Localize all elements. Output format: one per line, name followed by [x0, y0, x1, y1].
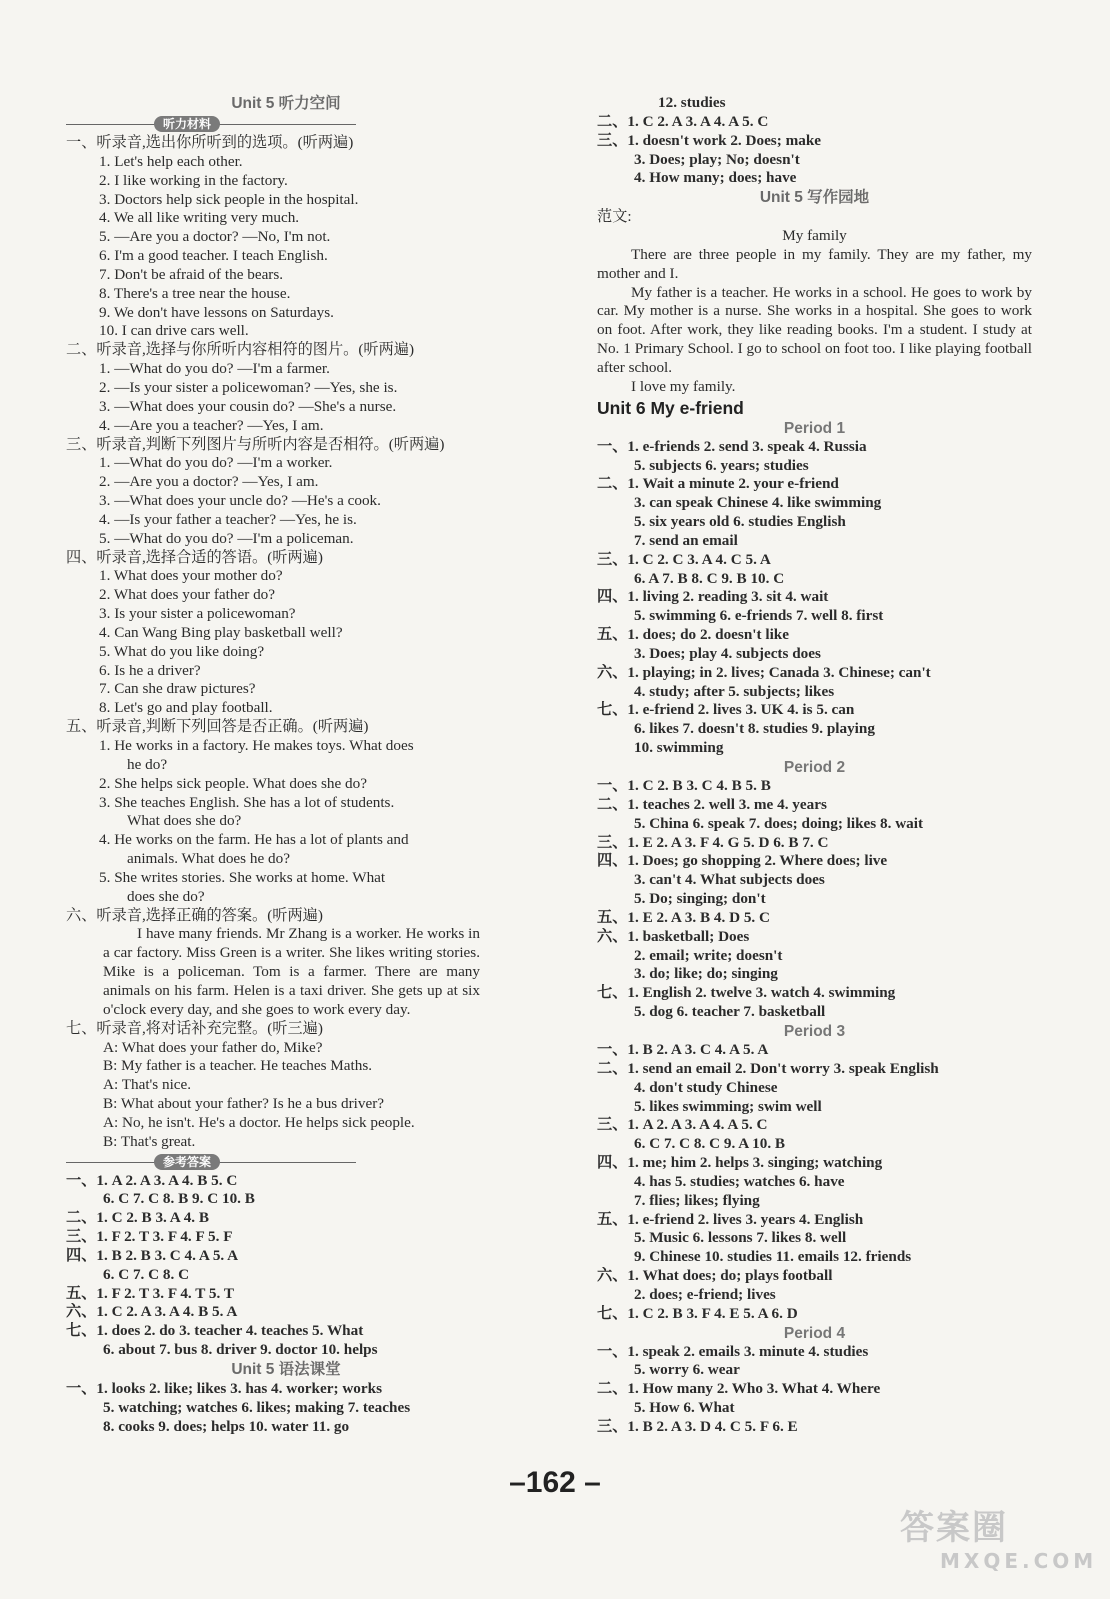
text-line: 二、1. C 2. B 3. A 4. B — [66, 1209, 210, 1227]
text-line: 5. dog 6. teacher 7. basketball — [634, 1003, 826, 1021]
unit6-title: Unit 6 My e-friend — [597, 397, 744, 418]
text-line: 5. She writes stories. She works at home. What — [99, 868, 386, 886]
text-line: 5. —What do you do? —I'm a policeman. — [99, 529, 354, 547]
top-lines-list — [597, 94, 1032, 188]
text-line: 三、1. A 2. A 3. A 4. A 5. C — [597, 1116, 768, 1134]
period-title: Period 3 — [783, 1022, 846, 1040]
text-line: 五、1. e-friend 2. lives 3. years 4. English — [597, 1210, 864, 1228]
text-line: 3. do; like; do; singing — [634, 965, 778, 983]
material-label-bar — [66, 115, 506, 133]
text-line: 2. does; e-friend; lives — [634, 1285, 776, 1303]
text-line: 9. Chinese 10. studies 11. emails 12. friends — [634, 1248, 912, 1266]
text-line: 5. —Are you a doctor? —No, I'm not. — [99, 228, 331, 246]
s2-list — [66, 360, 506, 435]
text-line: 六、1. C 2. A 3. A 4. B 5. A — [66, 1303, 238, 1321]
text-line: B: My father is a teacher. He teaches Maths. — [103, 1057, 373, 1075]
text-line: 二、1. teaches 2. well 3. me 4. years — [597, 795, 827, 813]
text-line: A: That's nice. — [103, 1076, 192, 1094]
essay-paragraph: I love my family. — [631, 377, 736, 395]
s1-list — [66, 153, 506, 341]
text-line: 三、1. B 2. A 3. D 4. C 5. F 6. E — [597, 1418, 798, 1435]
text-line: What does she do? — [127, 812, 242, 830]
question-heading: 二、听录音,选择与你所听内容相符的图片。(听两遍) — [66, 341, 415, 359]
watermark-logo — [900, 1500, 1100, 1595]
text-line: 5. How 6. What — [634, 1399, 735, 1417]
essay-title: My family — [782, 227, 847, 245]
essay-paragraph: There are three people in my family. They are my father, my mother and I. — [597, 245, 1032, 282]
text-line: B: That's great. — [103, 1132, 196, 1150]
text-line: 3. She teaches English. She has a lot of students. — [99, 793, 395, 811]
text-line: 4. don't study Chinese — [634, 1078, 778, 1096]
text-line: 1. —What do you do? —I'm a worker. — [99, 454, 333, 472]
text-line: 1. He works in a factory. He makes toys. What does — [99, 737, 414, 754]
text-line: does she do? — [127, 887, 205, 905]
question-heading: 六、听录音,选择正确的答案。(听两遍) — [66, 906, 323, 924]
text-line: 6. A 7. B 8. C 9. B 10. C — [634, 569, 785, 587]
text-line: 5. watching; watches 6. likes; making 7. teaches — [103, 1398, 411, 1416]
page-number: –162 – — [509, 1466, 601, 1499]
text-line: 6. C 7. C 8. C 9. A 10. B — [634, 1135, 786, 1153]
question-heading: 三、听录音,判断下列图片与所听内容是否相符。(听两遍) — [66, 435, 445, 453]
s5-list — [66, 737, 506, 907]
text-line: 4. He works on the farm. He has a lot of plants and — [99, 831, 409, 849]
text-line: 一、1. A 2. A 3. A 4. B 5. C — [66, 1171, 238, 1189]
text-line: 五、1. F 2. T 3. F 4. T 5. T — [66, 1284, 234, 1302]
question-heading: 五、听录音,判断下列回答是否正确。(听两遍) — [66, 718, 369, 736]
text-line: 7. Don't be afraid of the bears. — [99, 265, 284, 283]
text-line: 5. What do you like doing? — [99, 642, 265, 660]
text-line: 6. about 7. bus 8. driver 9. doctor 10. helps — [103, 1341, 378, 1359]
question-heading: 一、听录音,选出你所听到的选项。(听两遍) — [66, 134, 354, 151]
watermark-url: MXQE.COM — [940, 1549, 1098, 1573]
text-line: 三、1. E 2. A 3. F 4. G 5. D 6. B 7. C — [597, 833, 829, 851]
text-line: 5. subjects 6. years; studies — [634, 456, 809, 474]
text-line: 4. How many; does; have — [634, 169, 797, 187]
text-line: animals. What does he do? — [127, 850, 290, 868]
text-line: 二、1. Wait a minute 2. your e-friend — [597, 475, 839, 493]
question-heading: 四、听录音,选择合适的答语。(听两遍) — [66, 548, 323, 566]
text-line: 5. China 6. speak 7. does; doing; likes 8. wait — [634, 814, 924, 832]
text-line: 4. Can Wang Bing play basketball well? — [99, 623, 343, 641]
text-line: 7. flies; likes; flying — [634, 1191, 760, 1209]
text-line: 2. —Are you a doctor? —Yes, I am. — [99, 473, 319, 491]
text-line: 3. Does; play; No; doesn't — [634, 150, 800, 168]
text-line: 三、1. C 2. C 3. A 4. C 5. A — [597, 550, 771, 568]
section-title-unit5-listening: Unit 5 听力空间 — [231, 95, 341, 112]
text-line: 4. study; after 5. subjects; likes — [634, 682, 835, 700]
answer-label: 参考答案 — [154, 1154, 220, 1170]
text-line: 5. likes swimming; swim well — [634, 1097, 822, 1115]
text-line: 五、1. does; do 2. doesn't like — [597, 626, 789, 644]
text-line: 六、1. basketball; Does — [597, 927, 750, 945]
text-line: 2. email; write; doesn't — [634, 946, 783, 964]
text-line: 3. —What does your uncle do? —He's a cook. — [99, 492, 381, 510]
s3-list — [66, 454, 506, 548]
period-title: Period 1 — [783, 419, 846, 437]
text-line: 二、1. How many 2. Who 3. What 4. Where — [597, 1380, 881, 1398]
text-line: 四、1. living 2. reading 3. sit 4. wait — [597, 588, 829, 606]
grammar-list — [66, 1380, 506, 1437]
text-line: 3. Does; play 4. subjects does — [634, 644, 821, 662]
text-line: 4. We all like writing very much. — [99, 209, 300, 227]
text-line: 三、1. F 2. T 3. F 4. F 5. F — [66, 1228, 233, 1246]
text-line: 1. Let's help each other. — [99, 152, 243, 170]
text-line: 10. swimming — [634, 739, 724, 757]
text-line: 三、1. doesn't work 2. Does; make — [597, 131, 822, 149]
s4-list — [66, 567, 506, 718]
text-line: 5. Music 6. lessons 7. likes 8. well — [634, 1229, 847, 1247]
text-line: 2. She helps sick people. What does she do? — [99, 774, 367, 792]
material-label: 听力材料 — [154, 116, 220, 132]
period1-list — [597, 438, 1032, 758]
answers-list — [66, 1172, 506, 1360]
text-line: 一、1. speak 2. emails 3. minute 4. studies — [597, 1342, 869, 1360]
period2-list — [597, 777, 1032, 1022]
watermark-text: 答案圈 — [900, 1508, 1008, 1548]
text-line: 6. C 7. C 8. C — [103, 1265, 190, 1283]
text-line: 一、1. looks 2. like; likes 3. has 4. worker; works — [66, 1380, 382, 1397]
section-title-unit5-grammar: Unit 5 语法课堂 — [231, 1361, 341, 1378]
text-line: 7. send an email — [634, 531, 738, 549]
text-line: 5. swimming 6. e-friends 7. well 8. first — [634, 607, 884, 625]
text-line: 七、1. C 2. B 3. F 4. E 5. A 6. D — [597, 1304, 798, 1322]
answer-label-bar — [66, 1153, 506, 1171]
text-line: 10. I can drive cars well. — [99, 322, 249, 340]
text-line: 2. What does your father do? — [99, 586, 276, 604]
fanwen-label: 范文: — [597, 208, 632, 226]
text-line: 6. I'm a good teacher. I teach English. — [99, 247, 328, 265]
text-line: 4. —Is your father a teacher? —Yes, he is. — [99, 510, 357, 528]
question-heading: 七、听录音,将对话补充完整。(听三遍) — [66, 1019, 323, 1037]
text-line: 二、1. send an email 2. Don't worry 3. speak English — [597, 1059, 939, 1077]
text-line: 四、1. me; him 2. helps 3. singing; watching — [597, 1154, 883, 1172]
text-line: 一、1. C 2. B 3. C 4. B 5. B — [597, 777, 771, 794]
text-line: 2. I like working in the factory. — [99, 171, 288, 189]
s6-passage: I have many friends. Mr Zhang is a worker. He works in a car factory. Miss Green is a writer. She likes writing stories. Mike is a policeman. Tom is a farmer. There are many animals on his farm. Helen is a taxi driver. She gets up at six o'clock every day, and she goes to work every day. — [103, 925, 480, 1018]
text-line: 8. Let's go and play football. — [99, 699, 273, 717]
text-line: B: What about your father? Is he a bus driver? — [103, 1095, 385, 1113]
text-line: 9. We don't have lessons on Saturdays. — [99, 303, 334, 321]
period-title: Period 2 — [783, 759, 846, 776]
text-line: 3. can speak Chinese 4. like swimming — [634, 494, 882, 512]
text-line: 2. —Is your sister a policewoman? —Yes, she is. — [99, 378, 398, 396]
text-line: he do? — [127, 755, 168, 773]
text-line: 6. likes 7. doesn't 8. studies 9. playing — [634, 720, 875, 738]
right-column — [597, 94, 1032, 1437]
text-line: 3. Doctors help sick people in the hospital. — [99, 190, 359, 208]
s7-list — [66, 1039, 506, 1152]
text-line: 七、1. does 2. do 3. teacher 4. teaches 5. What — [66, 1322, 364, 1340]
period4-list — [597, 1343, 1032, 1437]
left-column — [66, 94, 506, 1437]
text-line: 五、1. E 2. A 3. B 4. D 5. C — [597, 908, 770, 926]
text-line: 六、1. playing; in 2. lives; Canada 3. Chinese; can't — [597, 663, 931, 681]
text-line: 8. cooks 9. does; helps 10. water 11. go — [103, 1417, 350, 1435]
text-line: 一、1. e-friends 2. send 3. speak 4. Russia — [597, 437, 867, 455]
text-line: 二、1. C 2. A 3. A 4. A 5. C — [597, 112, 769, 130]
text-line: 3. —What does your cousin do? —She's a nurse. — [99, 397, 397, 415]
text-line: 8. There's a tree near the house. — [99, 284, 291, 302]
text-line: 5. Do; singing; don't — [634, 890, 766, 908]
period3-list — [597, 1041, 1032, 1324]
text-line: 6. C 7. C 8. B 9. C 10. B — [103, 1190, 255, 1208]
text-line: 12. studies — [658, 94, 726, 111]
text-line: 3. Is your sister a policewoman? — [99, 605, 296, 623]
period-title: Period 4 — [783, 1324, 846, 1342]
text-line: 四、1. Does; go shopping 2. Where does; live — [597, 852, 888, 870]
text-line: 4. has 5. studies; watches 6. have — [634, 1172, 845, 1190]
text-line: 4. —Are you a teacher? —Yes, I am. — [99, 416, 324, 434]
text-line: 1. What does your mother do? — [99, 567, 283, 585]
text-line: A: What does your father do, Mike? — [103, 1038, 323, 1056]
section-title-unit5-writing: Unit 5 写作园地 — [759, 189, 870, 207]
text-line: 七、1. e-friend 2. lives 3. UK 4. is 5. can — [597, 701, 855, 719]
text-line: A: No, he isn't. He's a doctor. He helps sick people. — [103, 1113, 415, 1131]
text-line: 七、1. English 2. twelve 3. watch 4. swimming — [597, 984, 896, 1002]
text-line: 6. Is he a driver? — [99, 661, 201, 679]
text-line: 四、1. B 2. B 3. C 4. A 5. A — [66, 1246, 239, 1264]
text-line: 5. worry 6. wear — [634, 1361, 740, 1379]
text-line: 3. can't 4. What subjects does — [634, 871, 825, 889]
essay-paragraph: My father is a teacher. He works in a school. He goes to work by car. My mother is a nurse. She works in a hospital. She goes to work on foot. After work, they like reading books. I'm a student. I study at No. 1 Primary School. I go to school on foot too. I like playing football after school. — [597, 283, 1032, 376]
text-line: 7. Can she draw pictures? — [99, 680, 256, 698]
text-line: 六、1. What does; do; plays football — [597, 1267, 833, 1285]
text-line: 1. —What do you do? —I'm a farmer. — [99, 360, 330, 378]
text-line: 一、1. B 2. A 3. C 4. A 5. A — [597, 1040, 769, 1058]
text-line: 5. six years old 6. studies English — [634, 513, 846, 531]
